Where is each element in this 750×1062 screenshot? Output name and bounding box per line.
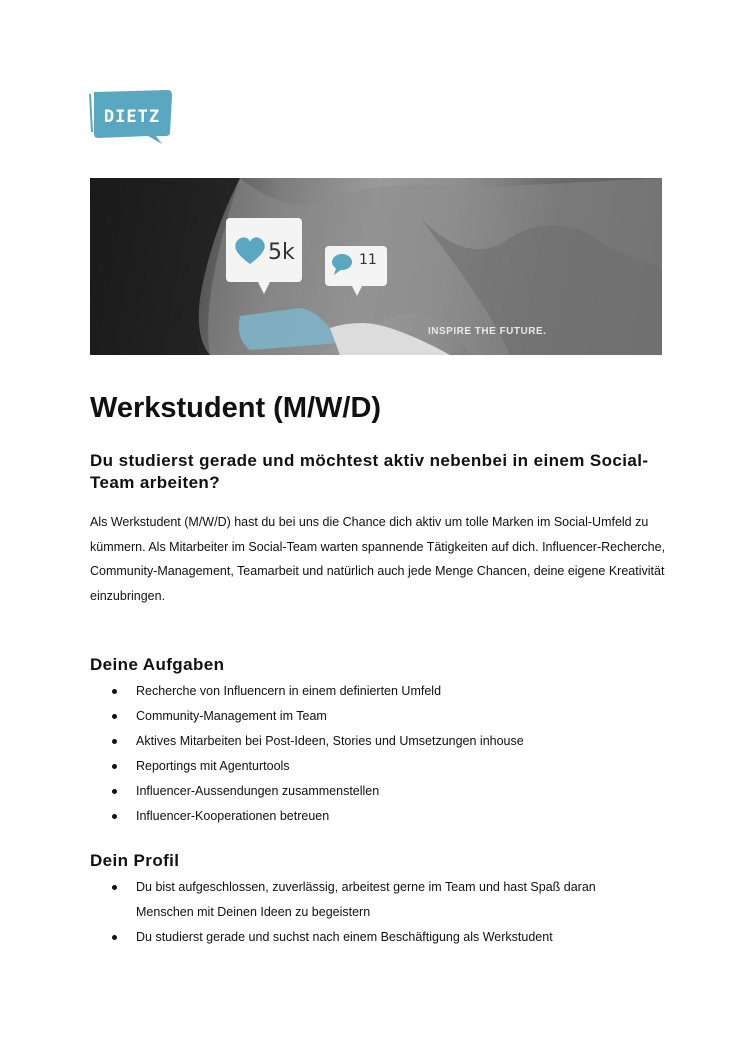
list-item	[90, 804, 650, 829]
bullet-icon	[112, 739, 117, 744]
profile-heading: Dein Profil	[90, 851, 180, 870]
profile-list	[90, 875, 650, 950]
hero-image	[90, 178, 662, 355]
comment-icon	[332, 254, 352, 270]
list-item	[90, 754, 650, 779]
tasks-list	[90, 679, 650, 829]
bullet-icon	[112, 689, 117, 694]
like-count: 5k	[268, 240, 295, 265]
list-item	[90, 729, 650, 754]
bullet-icon	[112, 764, 117, 769]
subtitle: Du studierst gerade und möchtest aktiv nebenbei in einem Social-Team arbeiten?	[90, 451, 649, 492]
intro-paragraph: Als Werkstudent (M/W/D) hast du bei uns die Chance dich aktiv um tolle Marken im Social-Umfeld zu kümmern. Als Mitarbeiter im Social-Team warten spannende Tätigkeiten auf dich. Influencer-Recherche, Community-Management, Teamarbeit und natürlich auch jede Menge Chancen, deine eigene Kreativität einzubringen.	[90, 515, 666, 603]
list-item-text: Community-Management im Team	[136, 709, 327, 723]
list-item-text: Influencer-Aussendungen zusammenstellen	[136, 784, 380, 798]
list-item-text: Influencer-Kooperationen betreuen	[136, 809, 330, 823]
bullet-icon	[112, 885, 117, 890]
list-item-text: Du studierst gerade und suchst nach einem Beschäftigung als Werkstudent	[136, 930, 553, 944]
list-item	[90, 679, 650, 704]
logo-text: DIETZ	[103, 107, 161, 127]
list-item	[90, 779, 650, 804]
tasks-heading: Deine Aufgaben	[90, 655, 225, 674]
bullet-icon	[112, 814, 117, 819]
page-title: Werkstudent (M/W/D)	[90, 392, 382, 424]
list-item-text: Reportings mit Agenturtools	[136, 759, 290, 773]
dietz-logo	[88, 88, 178, 148]
list-item	[90, 704, 650, 729]
list-item-text: Du bist aufgeschlossen, zuverlässig, arbeitest gerne im Team und hast Spaß daran Menschen mit Deinen Ideen zu begeistern	[136, 880, 596, 919]
hero-caption: INSPIRE THE FUTURE.	[428, 326, 547, 337]
bullet-icon	[112, 935, 117, 940]
bullet-icon	[112, 789, 117, 794]
list-item-text: Recherche von Influencern in einem definierten Umfeld	[136, 684, 442, 698]
list-item	[90, 875, 650, 925]
comment-count: 11	[359, 252, 377, 268]
list-item	[90, 925, 650, 950]
bullet-icon	[112, 714, 117, 719]
list-item-text: Aktives Mitarbeiten bei Post-Ideen, Stories und Umsetzungen inhouse	[136, 734, 524, 748]
